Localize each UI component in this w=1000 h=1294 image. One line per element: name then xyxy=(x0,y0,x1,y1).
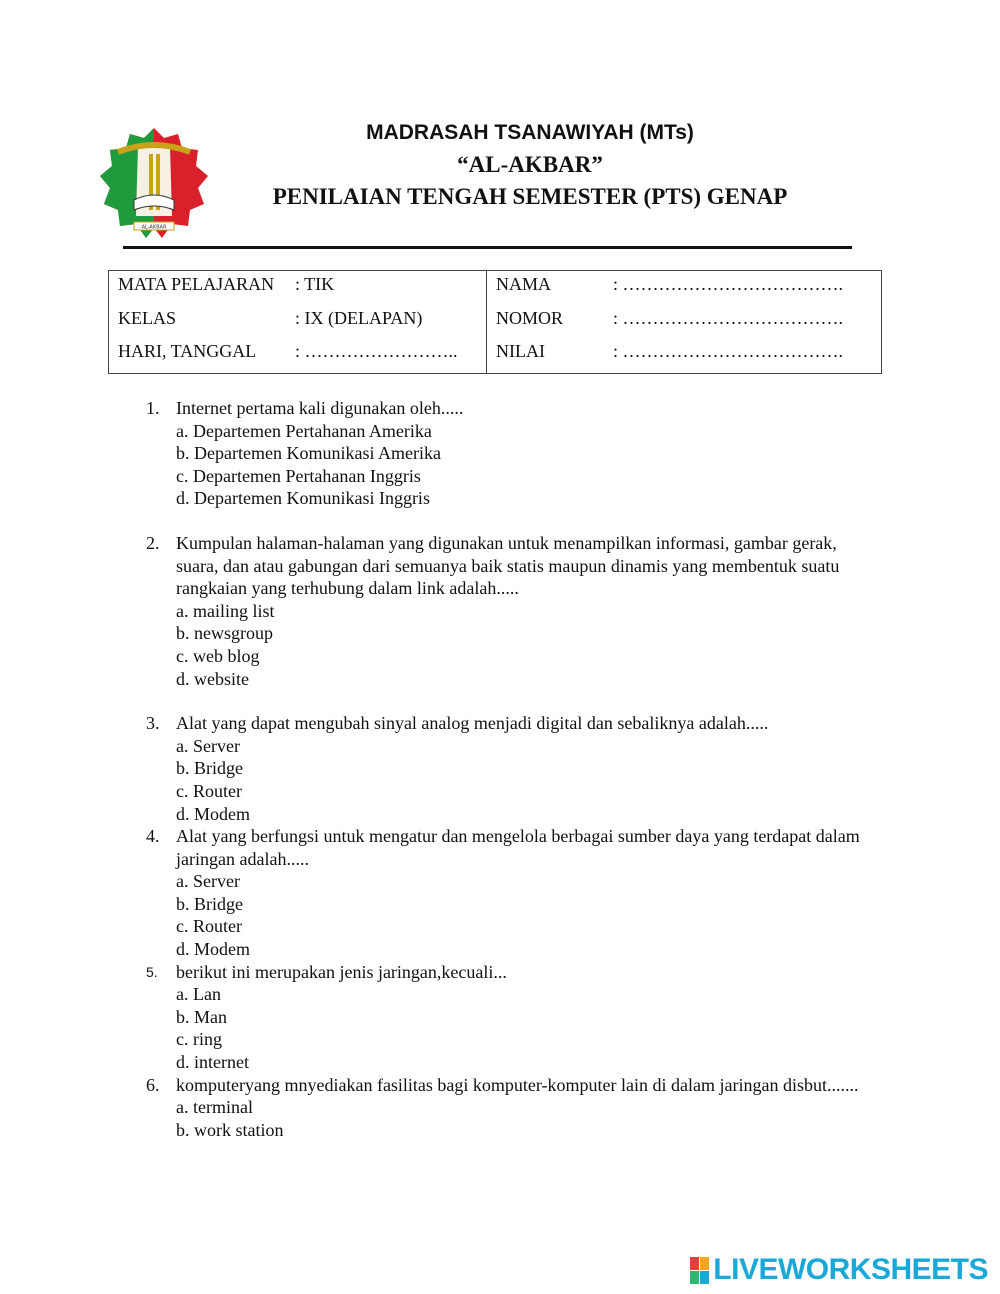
school-title: MADRASAH TSANAWIYAH (MTs) xyxy=(366,121,694,144)
answer-option[interactable]: d. Modem xyxy=(176,803,250,824)
answer-option[interactable]: a. Lan xyxy=(176,984,221,1005)
question-item xyxy=(0,712,876,825)
info-divider xyxy=(486,271,487,373)
date-field[interactable]: : …………………….. xyxy=(295,341,458,361)
logo-label: AL-AKBAR xyxy=(141,224,167,231)
question-number: 1. xyxy=(146,398,160,418)
answer-option[interactable]: c. Router xyxy=(176,916,242,937)
answer-option[interactable]: c. Departemen Pertahanan Inggris xyxy=(176,465,421,486)
answer-option[interactable]: d. Modem xyxy=(176,939,250,960)
liveworksheets-logo-icon xyxy=(690,1257,709,1284)
question-text: Alat yang dapat mengubah sinyal analog menjadi digital dan sebaliknya adalah..... xyxy=(176,713,769,734)
school-name: “AL-AKBAR” xyxy=(457,152,603,177)
answer-option[interactable]: a. Server xyxy=(176,735,240,756)
header-rule xyxy=(123,246,852,249)
question-number: 3. xyxy=(146,713,160,734)
liveworksheets-watermark xyxy=(690,1253,988,1287)
answer-option[interactable]: a. mailing list xyxy=(176,600,275,621)
number-field[interactable]: : ………………………………. xyxy=(613,308,844,328)
question-number: 2. xyxy=(146,532,160,553)
student-info-box xyxy=(108,270,882,374)
name-label: NAMA xyxy=(496,274,552,294)
answer-option[interactable]: a. Departemen Pertahanan Amerika xyxy=(176,420,432,441)
logo-block-icon xyxy=(700,1257,709,1270)
exam-title: PENILAIAN TENGAH SEMESTER (PTS) GENAP xyxy=(272,184,788,209)
question-text: Alat yang berfungsi untuk mengatur dan mengelola berbagai sumber daya yang terdapat dalam jaringan adalah..... xyxy=(176,826,860,869)
question-item xyxy=(0,532,876,690)
answer-option[interactable]: d. internet xyxy=(176,1052,249,1073)
date-label: HARI, TANGGAL xyxy=(118,341,257,361)
answer-option[interactable]: c. ring xyxy=(176,1029,222,1050)
answer-option[interactable]: b. work station xyxy=(176,1119,284,1140)
answer-option[interactable]: b. newsgroup xyxy=(176,623,273,644)
watermark-text: LIVEWORKSHEETS xyxy=(713,1253,988,1286)
answer-option[interactable]: c. web blog xyxy=(176,645,260,666)
answer-option[interactable]: b. Bridge xyxy=(176,758,243,779)
question-item xyxy=(0,1074,876,1142)
question-item xyxy=(0,825,876,961)
answer-option[interactable]: b. Bridge xyxy=(176,893,243,914)
answer-option[interactable]: a. Server xyxy=(176,871,240,892)
answer-option[interactable]: d. website xyxy=(176,668,249,689)
logo-block-icon xyxy=(700,1271,709,1284)
name-field[interactable]: : ………………………………. xyxy=(613,274,844,294)
subject-label: MATA PELAJARAN xyxy=(118,274,275,294)
question-number: 6. xyxy=(146,1074,160,1095)
score-label: NILAI xyxy=(496,341,545,361)
class-value: : IX (DELAPAN) xyxy=(295,308,423,328)
question-text: Internet pertama kali digunakan oleh..... xyxy=(176,398,464,418)
question-text: berikut ini merupakan jenis jaringan,kecuali... xyxy=(176,961,507,982)
subject-value: : TIK xyxy=(295,274,335,294)
question-number: 5. xyxy=(146,963,158,980)
logo-block-icon xyxy=(690,1257,699,1270)
question-item xyxy=(0,961,876,1074)
question-number: 4. xyxy=(146,826,160,847)
question-text: komputeryang mnyediakan fasilitas bagi komputer-komputer lain di dalam jaringan disbut....... xyxy=(176,1074,859,1095)
score-field[interactable]: : ………………………………. xyxy=(613,341,844,361)
logo-block-icon xyxy=(690,1271,699,1284)
answer-option[interactable]: a. terminal xyxy=(176,1097,253,1118)
answer-option[interactable]: b. Man xyxy=(176,1006,227,1027)
question-list xyxy=(0,397,1000,1141)
question-text: Kumpulan halaman-halaman yang digunakan untuk menampilkan informasi, gambar gerak, suara, dan atau gabungan dari semuanya baik statis maupun dinamis yang membentuk suatu rangkaian yang terhubung dalam link adalah..... xyxy=(176,532,840,599)
number-label: NOMOR xyxy=(496,308,564,328)
answer-option[interactable]: d. Departemen Komunikasi Inggris xyxy=(176,488,430,509)
question-item xyxy=(0,397,876,510)
answer-option[interactable]: b. Departemen Komunikasi Amerika xyxy=(176,443,441,464)
answer-option[interactable]: c. Router xyxy=(176,780,242,801)
class-label: KELAS xyxy=(118,308,176,328)
